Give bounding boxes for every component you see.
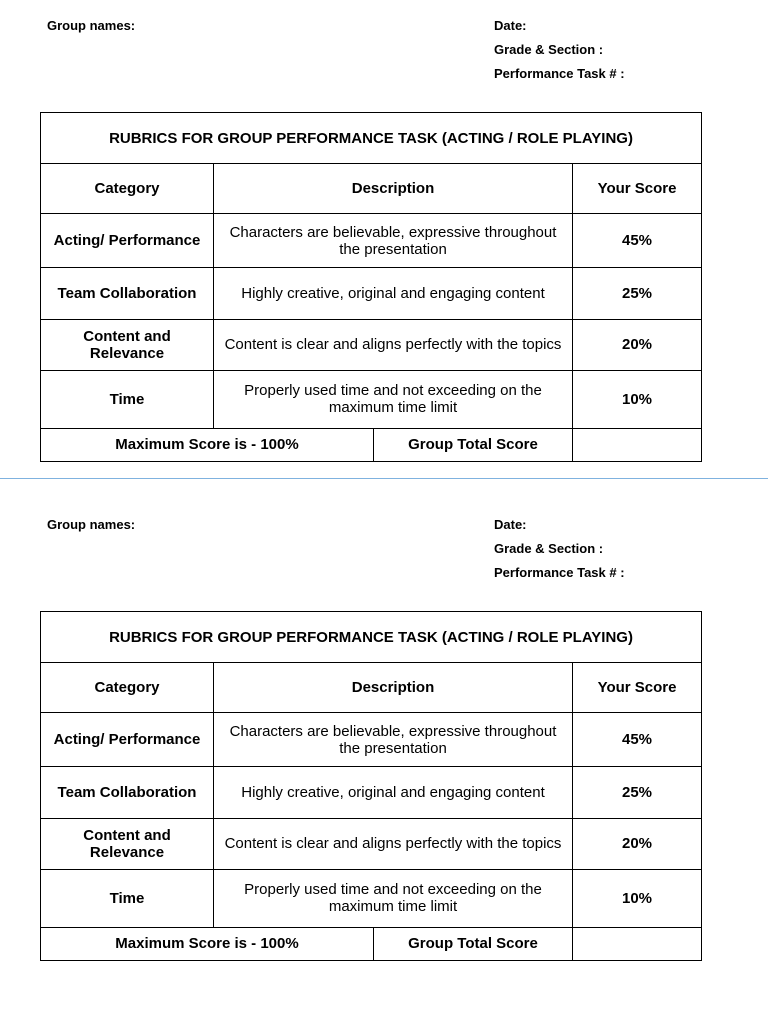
column-header-description: Description [214, 663, 573, 713]
grade-section-label: Grade & Section : [494, 541, 604, 556]
category-cell: Team Collaboration [41, 767, 214, 818]
description-cell: Properly used time and not exceeding on the maximum time limit [214, 869, 573, 927]
rubric-table [40, 611, 702, 961]
performance-task-label: Performance Task # : [494, 66, 625, 81]
rubric-table [40, 112, 702, 462]
group-total-score-field[interactable] [573, 428, 702, 461]
score-cell: 20% [573, 818, 702, 869]
table-row [41, 370, 702, 428]
category-cell: Team Collaboration [41, 268, 214, 319]
date-label: Date: [494, 517, 527, 532]
rubric-title: RUBRICS FOR GROUP PERFORMANCE TASK (ACTING / ROLE PLAYING) [41, 113, 702, 164]
description-cell: Highly creative, original and engaging content [214, 767, 573, 818]
description-cell: Content is clear and aligns perfectly with the topics [214, 818, 573, 869]
rubric-form-bottom [0, 499, 768, 979]
column-header-score: Your Score [573, 164, 702, 214]
column-header-score: Your Score [573, 663, 702, 713]
table-row [41, 319, 702, 370]
group-total-label: Group Total Score [374, 428, 573, 461]
group-total-label: Group Total Score [374, 927, 573, 960]
score-cell: 10% [573, 370, 702, 428]
description-cell: Content is clear and aligns perfectly with the topics [214, 319, 573, 370]
max-score-label: Maximum Score is - 100% [41, 927, 374, 960]
table-row [41, 214, 702, 268]
cut-line-divider [0, 478, 768, 479]
group-names-label: Group names: [47, 517, 136, 532]
group-names-label: Group names: [47, 18, 136, 33]
grade-section-label: Grade & Section : [494, 42, 604, 57]
table-row [41, 869, 702, 927]
score-cell: 25% [573, 268, 702, 319]
category-cell: Time [41, 869, 214, 927]
rubric-title: RUBRICS FOR GROUP PERFORMANCE TASK (ACTING / ROLE PLAYING) [41, 612, 702, 663]
category-cell: Time [41, 370, 214, 428]
score-cell: 25% [573, 767, 702, 818]
score-cell: 45% [573, 214, 702, 268]
description-cell: Highly creative, original and engaging content [214, 268, 573, 319]
category-cell: Content and Relevance [41, 319, 214, 370]
score-cell: 10% [573, 869, 702, 927]
score-cell: 45% [573, 713, 702, 767]
table-row [41, 268, 702, 319]
category-cell: Acting/ Performance [41, 713, 214, 767]
performance-task-label: Performance Task # : [494, 565, 625, 580]
max-score-label: Maximum Score is - 100% [41, 428, 374, 461]
group-total-score-field[interactable] [573, 927, 702, 960]
description-cell: Properly used time and not exceeding on the maximum time limit [214, 370, 573, 428]
date-label: Date: [494, 18, 527, 33]
column-header-category: Category [41, 663, 214, 713]
description-cell: Characters are believable, expressive throughout the presentation [214, 713, 573, 767]
category-cell: Acting/ Performance [41, 214, 214, 268]
description-cell: Characters are believable, expressive throughout the presentation [214, 214, 573, 268]
table-row [41, 767, 702, 818]
rubric-form-top [0, 0, 768, 480]
table-row [41, 713, 702, 767]
column-header-category: Category [41, 164, 214, 214]
score-cell: 20% [573, 319, 702, 370]
table-row [41, 818, 702, 869]
category-cell: Content and Relevance [41, 818, 214, 869]
column-header-description: Description [214, 164, 573, 214]
